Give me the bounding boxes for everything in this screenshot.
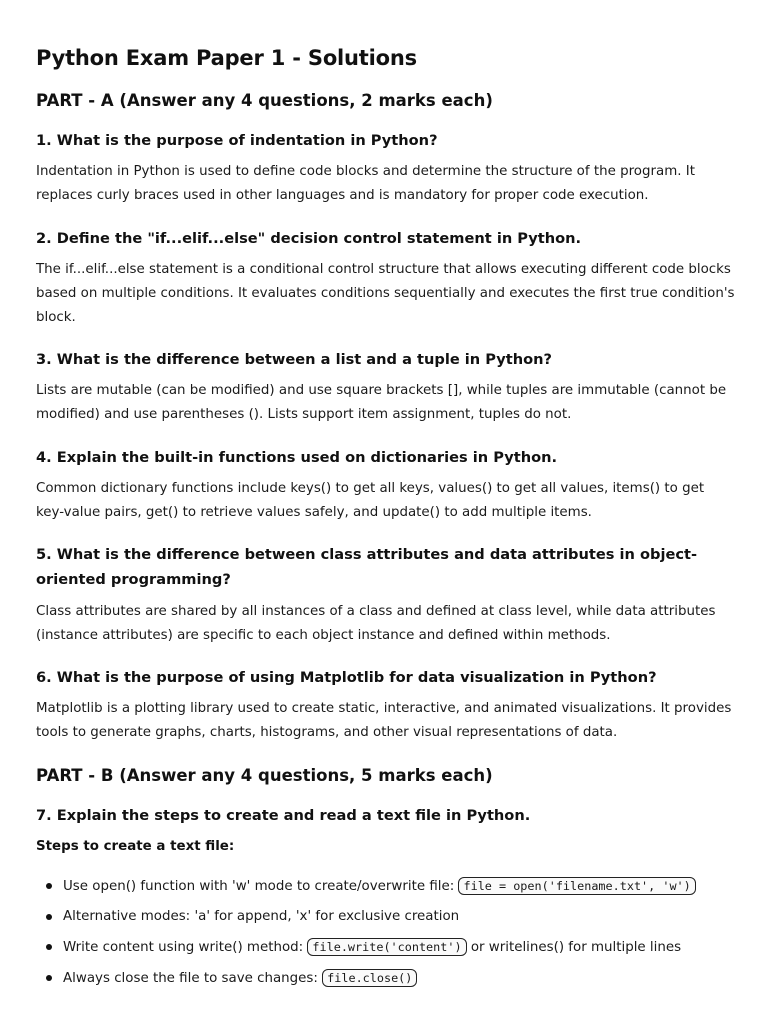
bullet-text: Write content using write() method: [63,940,308,955]
bullet-text: Always close the file to save changes: [63,970,323,986]
question-3: 3. What is the difference between a list and a tuple in Python? [36,351,552,368]
create-file-steps-list [36,872,746,994]
bullet-text: Use open() function with 'w' mode to create/overwrite file: [63,879,459,894]
code-snippet: file = open('filename.txt', 'w') [458,877,695,895]
document-title: Python Exam Paper 1 - Solutions [36,46,417,70]
answer-4: Common dictionary functions include keys() to get all keys, values() to get all values, items() to get key-value pairs, get() to retrieve values safely, and update() to add multiple items. [36,481,705,520]
answer-1: Indentation in Python is used to define code blocks and determine the structure of the program. It replaces curly braces used in other languages and is mandatory for proper code execution. [36,164,695,203]
question-1: 1. What is the purpose of indentation in Python? [36,132,438,149]
code-snippet: file.close() [322,969,417,987]
bullet-text: Alternative modes: 'a' for append, 'x' for exclusive creation [63,908,460,924]
answer-5: Class attributes are shared by all instances of a class and defined at class level, while data attributes (instance attributes) are specific to each object instance and defined within methods. [36,604,716,643]
create-file-steps-heading: Steps to create a text file: [36,839,235,854]
question-4: 4. Explain the built-in functions used on dictionaries in Python. [36,449,558,466]
answer-2: The if...elif...else statement is a conditional control structure that allows executing different code blocks based on multiple conditions. It evaluates conditions sequentially and executes the first true condition's block. [36,262,735,325]
question-5: 5. What is the difference between class attributes and data attributes in object-oriented programming? [36,546,698,588]
answer-3: Lists are mutable (can be modified) and use square brackets [], while tuples are immutable (cannot be modified) and use parentheses (). Lists support item assignment, tuples do not. [36,383,727,422]
code-snippet: file.write('content') [307,938,466,956]
bullet-text-after: or writelines() for multiple lines [466,940,682,955]
answer-6: Matplotlib is a plotting library used to create static, interactive, and animated visualizations. It provides tools to generate graphs, charts, histograms, and other visual representations of data. [36,701,732,740]
list-item [36,933,746,964]
list-item [36,964,746,995]
question-6: 6. What is the purpose of using Matplotlib for data visualization in Python? [36,669,657,686]
question-7: 7. Explain the steps to create and read a text file in Python. [36,807,531,824]
question-2: 2. Define the "if...elif...else" decision control statement in Python. [36,230,582,247]
list-item [36,872,746,903]
part-b-heading: PART - B (Answer any 4 questions, 5 marks each) [36,766,493,785]
list-item [36,903,746,934]
part-a-heading: PART - A (Answer any 4 questions, 2 marks each) [36,91,493,110]
